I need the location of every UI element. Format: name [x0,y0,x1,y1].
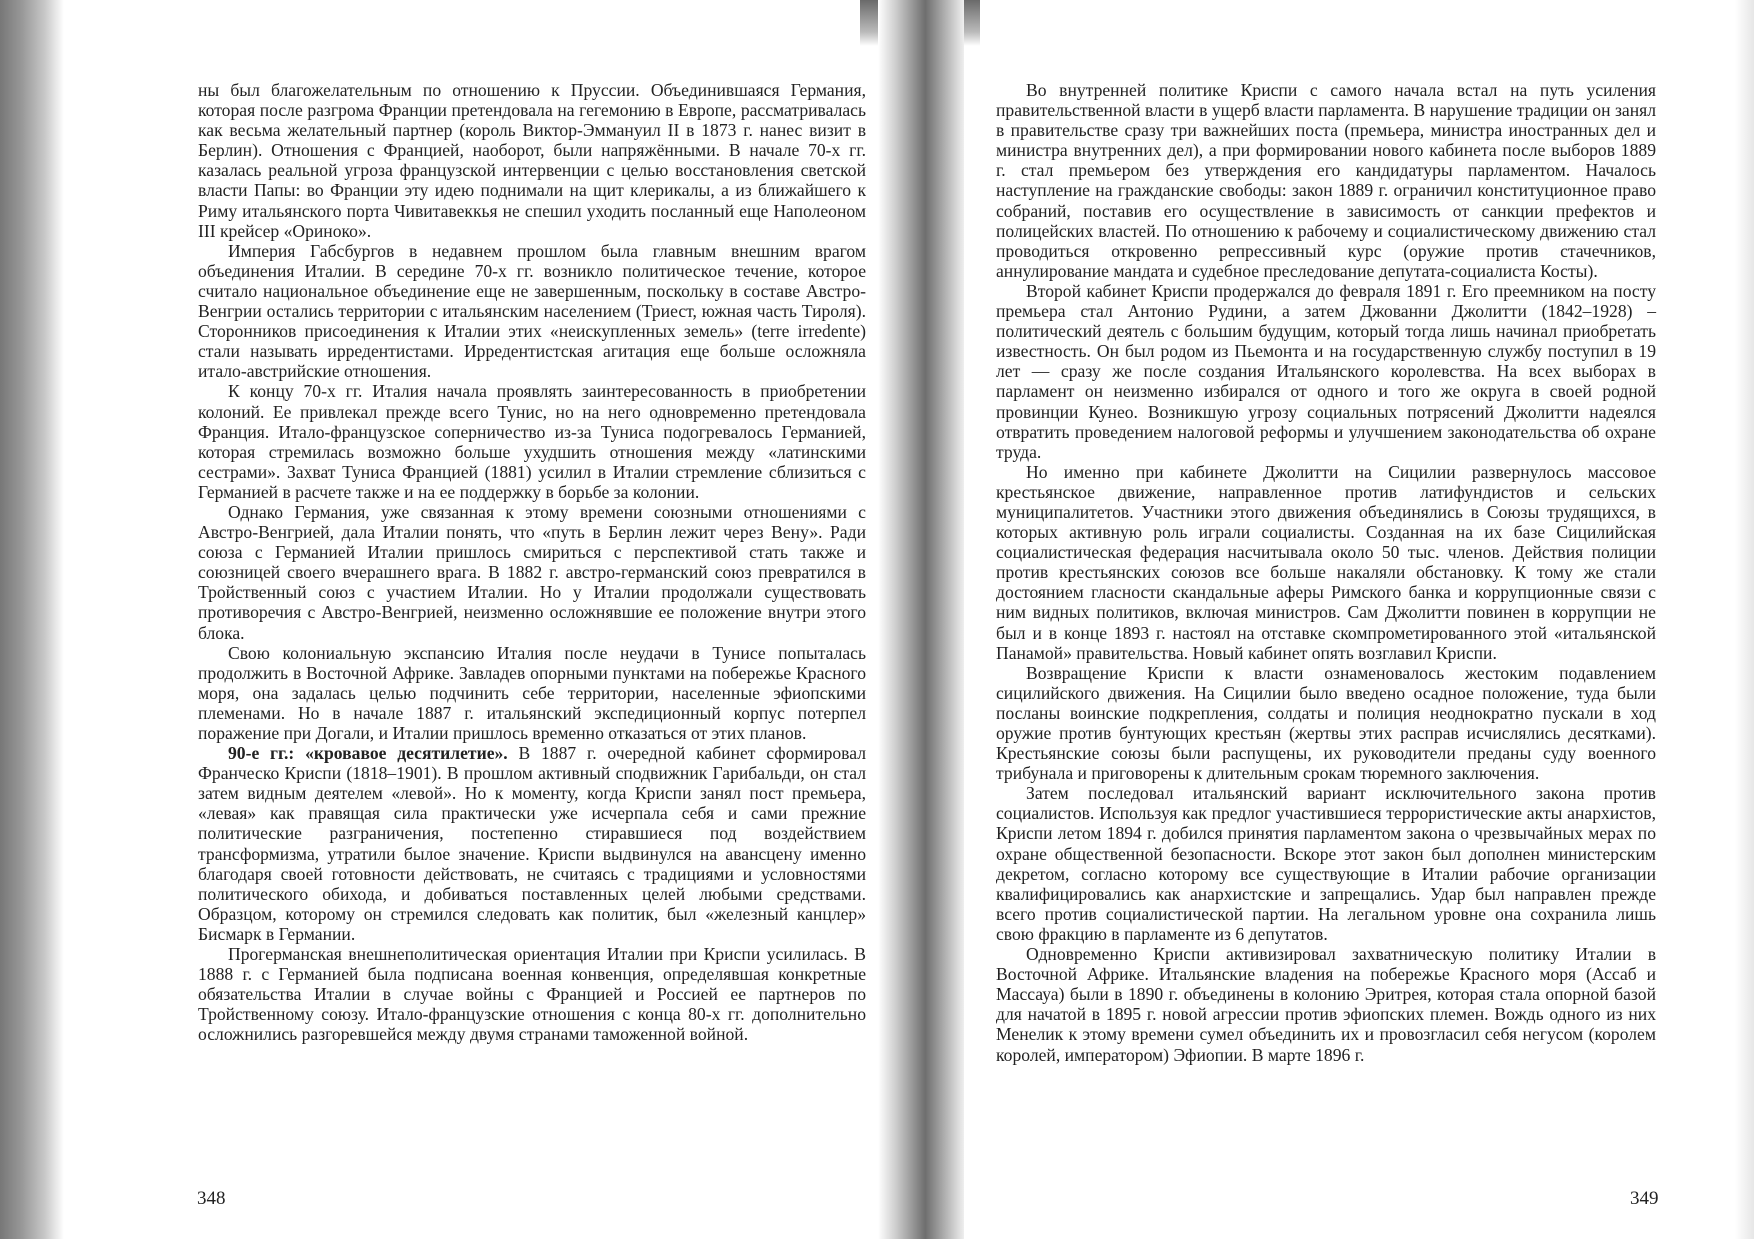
paragraph: ны был благожелательным по отношению к Пруссии. Объединившаяся Германия, которая после разгрома Франции претендовала на гегемонию в Европе, рассматривалась как весьма желательный партнер (король Виктор-Эммануил II в 1873 г. нанес визит в Берлин). Отношения с Францией, наоборот, были напряжёнными. В начале 70-х гг. казалась реальной угроза французской интервенции с целью восстановления светской власти Папы: во Франции эту идею поднимали на щит клерикалы, а из ближайшего к Риму итальянского порта Чивитавеккья не спешил уходить посланный еще Наполеоном III крейсер «Ориноко». [198,80,866,241]
section-heading: 90-е гг.: «кровавое десятилетие». [228,743,508,764]
page-edge-right [1735,0,1754,1239]
page-edge-shadow [0,0,64,1239]
paragraph: Во внутренней политике Криспи с самого начала встал на путь усиления правительственной власти в ущерб власти парламента. В нарушение традиции он занял в правительстве сразу три важнейших поста (премьера, министра иностранных дел и министра внутренних дел), а при формировании нового кабинета после выборов 1889 г. стал премьером без утверждения его кандидатуры парламентом. Началось наступление на гражданские свободы: закон 1889 г. ограничил конституционное право собраний, поставив его осуществление в зависимость от санкции префектов и полицейских властей. По отношению к рабочему и социалистическому движению стал проводиться откровенно репрессивный курс (оружие против стачечников, аннулирование мандата и судебное преследование депутата-социалиста Косты). [996,80,1656,281]
right-page-text [996,80,1656,1065]
section-paragraph [198,743,866,944]
page-number-right: 349 [1630,1188,1659,1209]
paragraph: Однако Германия, уже связанная к этому времени союзными отношениями с Австро-Венгрией, дала Италии понять, что «путь в Берлин лежит через Вену». Ради союза с Германией Италии пришлось смириться с перспективой стать также и союзницей своего вчерашнего врага. В 1882 г. австро-германский союз превратился в Тройственный союз с участием Италии. Но у Италии продолжали существовать противоречия с Австро-Венгрией, неизменно осложнявшие ее положение внутри этого блока. [198,501,866,643]
left-page-text [198,80,866,1045]
paragraph: Второй кабинет Криспи продержался до февраля 1891 г. Его преемником на посту премьера стал Антонио Рудини, а затем Джованни Джолитти (1842–1928) – политический деятель с большим будущим, который тогда лишь начинал приобретать известность. Он был родом из Пьемонта и на государственную службу поступил в 19 лет — сразу же после создания Итальянского королевства. На всех выборах в парламент он неизменно избирался от одного и того же округа в своей родной провинции Кунео. Возникшую угрозу социальных потрясений Джолитти надеялся отвратить проведением налоговой реформы и улучшением законодательства об охране труда. [996,280,1656,462]
page-number-left: 348 [197,1188,226,1209]
paragraph: Империя Габсбургов в недавнем прошлом была главным внешним врагом объединения Италии. В середине 70-х гг. возникло политическое течение, которое считало национальное объединение еще не завершенным, поскольку в составе Австро-Венгрии остались территории с итальянским населением (Триест, южная часть Тироля). Сторонников присоединения к Италии этих «неискупленных земель» (terre irredente) стали называть ирредентистами. Ирредентистская агитация еще больше осложняла итало-австрийские отношения. [198,240,866,382]
paragraph: Но именно при кабинете Джолитти на Сицилии развернулось массовое крестьянское движение, направленное против латифундистов и сельских муниципалитетов. Участники этого движения объединялись в Союзы трудящихся, в которых активную роль играли социалисты. Созданная на их базе Сицилийская социалистическая федерация насчитывала около 50 тыс. членов. Действия полиции против крестьянских союзов все больше накаляли обстановку. К тому же стали достоянием гласности скандальные аферы Римского банка и коррупционные связи с ним видных политиков, включая министров. Сам Джолитти повинен в коррупции не был и в конце 1893 г. настоял на отставке скомпрометированного этой «итальянской Панамой» правительства. Новый кабинет опять возглавил Криспи. [996,461,1656,663]
paragraph: Возвращение Криспи к власти ознаменовалось жестоким подавлением сицилийского движения. На Сицилии было введено осадное положение, туда были посланы воинские подкрепления, солдаты и полиция неоднократно пускали в ход оружие против бунтующих крестьян (жертвы этих расправ исчислялись десятками). Крестьянские союзы были распущены, их руководители преданы суду военного трибунала и приговорены к длительным срокам тюремного заключения. [996,662,1656,784]
book-spine [878,0,964,1239]
paragraph-text: В 1887 г. очередной кабинет сформировал Франческо Криспи (1818–1901). В прошлом активный сподвижник Гарибальди, он стал затем видным деятелем «левой». Но к моменту, когда Криспи занял пост премьера, «левая» как правящая сила практически уже исчерпала себя и сами прежние политические разграничения, постепенно стиравшиеся под воздействием трансформизма, утратили былое значение. Криспи выдвинулся на авансцену именно благодаря своей готовности действовать, не считаясь с традициями и условностями политического обихода, и добиваться поставленных целей любыми средствами. Образцом, которому он стремился следовать как политик, был «железный канцлер» Бисмарк в Германии. [198,743,866,944]
paragraph: Прогерманская внешнеполитическая ориентация Италии при Криспи усилилась. В 1888 г. с Германией была подписана военная конвенция, определявшая конкретные обязательства Италии в случае войны с Францией и Россией ее партнеров по Тройственному союзу. Итало-французские отношения с конца 80-х гг. дополнительно осложнились разгоревшейся между двумя странами таможенной войной. [198,944,866,1045]
paragraph: Свою колониальную экспансию Италия после неудачи в Тунисе попыталась продолжить в Восточной Африке. Завладев опорными пунктами на побережье Красного моря, она задалась целью подчинить себе территории, населенные эфиопскими племенами. Но в начале 1887 г. итальянский экспедиционный корпус потерпел поражение при Догали, и Италии пришлось временно отказаться от этих планов. [198,642,866,743]
paragraph: К концу 70-х гг. Италия начала проявлять заинтересованность в приобретении колоний. Ее привлекал прежде всего Тунис, но на него одновременно претендовала Франция. Итало-французское соперничество из-за Туниса подогревалось Германией, которая стремилась возможно больше ухудшить отношения между «латинскими сестрами». Захват Туниса Францией (1881) усилил в Италии стремление сблизиться с Германией в расчете также и на ее поддержку в борьбе за колонии. [198,381,866,502]
paragraph: Одновременно Криспи активизировал захватническую политику Италии в Восточной Африке. Итальянские владения на побережье Красного моря (Ассаб и Массауа) были в 1890 г. объединены в колонию Эритрея, которая стала опорной базой для начатой в 1895 г. новой агрессии против эфиопских племен. Вождь одного из них Менелик к этому времени сумел объединить их и провозгласил себя негусом (королем королей, императором) Эфиопии. В марте 1896 г. [996,944,1656,1065]
paragraph: Затем последовал итальянский вариант исключительного закона против социалистов. Используя как предлог участившиеся террористические акты анархистов, Криспи летом 1894 г. добился принятия парламентом закона о чрезвычайных мерах по охране общественной безопасности. Вскоре этот закон был дополнен министерским декретом, согласно которому все существующие в Италии рабочие организации квалифицировались как анархистские и запрещались. Удар был направлен прежде всего против социалистической партии. На легальном уровне она сохранила лишь свою фракцию в парламенте из 6 депутатов. [996,783,1656,944]
